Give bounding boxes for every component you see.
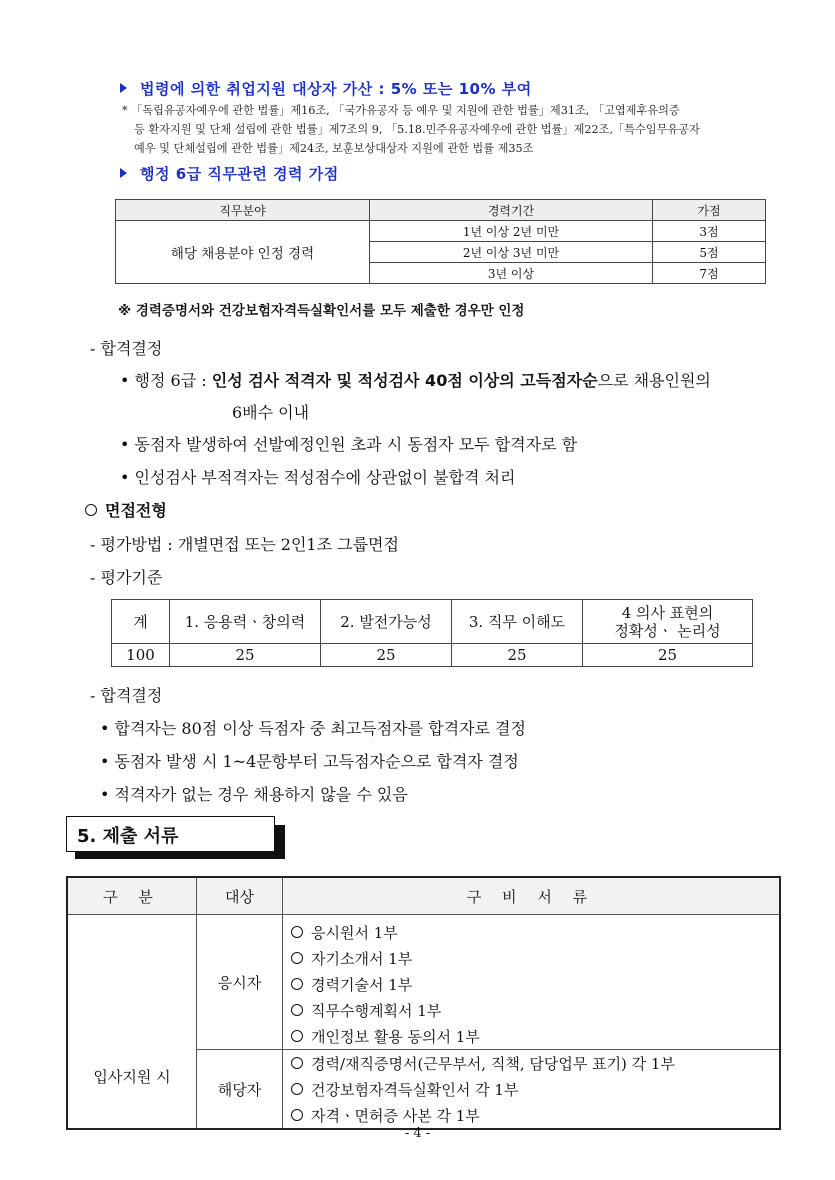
- career-note: ※ 경력증명서와 건강보험자격득실확인서를 모두 제출한 경우만 인정: [118, 303, 525, 319]
- circle-bullet-icon: [291, 1030, 303, 1042]
- career-header-field: 직무분야: [116, 200, 370, 221]
- docs-item-text: 개인정보 활용 동의서 1부: [311, 1027, 480, 1046]
- pass-bullet: • 인성검사 부적격자는 적성점수에 상관없이 불합격 처리: [120, 468, 516, 487]
- circle-bullet-icon: [291, 978, 303, 990]
- section-title: 5. 제출 서류: [77, 826, 179, 847]
- criteria-value: 25: [452, 644, 583, 667]
- heading-career-points: 행정 6급 직무관련 경력 가점: [140, 165, 339, 183]
- criteria-header: [583, 600, 753, 644]
- pass-bullet: • 동점자 발생 시 1~4문항부터 고득점자순으로 합격자 결정: [100, 752, 519, 771]
- docs-item: [283, 1102, 781, 1129]
- criteria-table: [111, 599, 753, 667]
- criteria-header: 2. 발전가능성: [321, 600, 452, 644]
- criteria-header-line: 정확성ㆍ 논리성: [614, 621, 721, 640]
- career-points: 7점: [653, 263, 766, 284]
- circle-bullet-icon: [291, 1057, 303, 1069]
- career-header-period: 경력기간: [370, 200, 653, 221]
- criteria-value: 25: [321, 644, 452, 667]
- note-line: 등 환자지원 및 단체 설립에 관한 법률」제7조의 9, 「5.18.민주유공자예우에 관한 법률」제22조,「특수임무유공자: [134, 123, 700, 136]
- docs-item-text: 자기소개서 1부: [311, 949, 413, 968]
- circle-bullet-icon: [291, 926, 303, 938]
- criteria-value: 25: [583, 644, 753, 667]
- criteria-header: 3. 직무 이해도: [452, 600, 583, 644]
- docs-target: 응시자: [197, 915, 283, 1050]
- note-line: * 「독립유공자예우에 관한 법률」제16조, 「국가유공자 등 예우 및 지원에 관한 법률」제31조, 「고엽제후유의증: [122, 104, 680, 117]
- career-period: 3년 이상: [370, 263, 653, 284]
- pass-bullet-bold: 인성 검사 적격자 및 적성검사 40점 이상의 고득점자순: [211, 371, 598, 390]
- docs-target: 해당자: [197, 1050, 283, 1130]
- docs-header: 대상: [197, 877, 283, 915]
- circle-bullet-icon: [291, 1109, 303, 1121]
- docs-header: 구 분: [67, 877, 197, 915]
- docs-category: 입사지원 시: [67, 915, 197, 1130]
- career-table: [115, 199, 766, 284]
- docs-item: [283, 971, 781, 997]
- career-points: 3점: [653, 221, 766, 242]
- docs-item-text: 직무수행계획서 1부: [311, 1001, 442, 1020]
- docs-item-text: 건강보험자격득실확인서 각 1부: [311, 1080, 519, 1099]
- criteria-header: 계: [112, 600, 170, 644]
- pass-bullet-line2: 6배수 이내: [232, 403, 310, 422]
- circle-bullet-icon: [291, 1004, 303, 1016]
- docs-item-text: 응시원서 1부: [311, 923, 398, 942]
- circle-bullet-icon: [85, 504, 97, 516]
- pass-bullet: [120, 368, 711, 391]
- note-line: 예우 및 단체설립에 관한 법률」제24조, 보훈보상대상자 지원에 관한 법률 제35조: [134, 142, 534, 155]
- arrow-icon: [120, 168, 127, 178]
- arrow-icon: [120, 83, 127, 93]
- docs-item-text: 경력기술서 1부: [311, 975, 413, 994]
- docs-item: [283, 1023, 781, 1050]
- career-period: 2년 이상 3년 미만: [370, 242, 653, 263]
- docs-item: [283, 1076, 781, 1102]
- career-field: 해당 채용분야 인정 경력: [116, 221, 370, 284]
- documents-table: [66, 876, 781, 1130]
- docs-item: [283, 1050, 781, 1077]
- career-period: 1년 이상 2년 미만: [370, 221, 653, 242]
- page-number: - 4 -: [404, 1126, 431, 1141]
- pass-decision-title: - 합격결정: [90, 339, 163, 358]
- docs-item: [283, 997, 781, 1023]
- docs-item: [283, 945, 781, 971]
- pass-bullet: • 합격자는 80점 이상 득점자 중 최고득점자를 합격자로 결정: [100, 719, 526, 738]
- career-header-points: 가점: [653, 200, 766, 221]
- pass-bullet-suffix: 으로 채용인원의: [597, 371, 711, 390]
- pass-bullet-prefix: • 행정 6급 :: [120, 371, 212, 390]
- pass-bullet: • 적격자가 없는 경우 채용하지 않을 수 있음: [100, 785, 408, 804]
- docs-item: [283, 915, 781, 946]
- career-points: 5점: [653, 242, 766, 263]
- criteria-header: 1. 응용력ㆍ창의력: [170, 600, 321, 644]
- interview-heading: [85, 498, 167, 521]
- docs-item-text: 경력/재직증명서(근무부서, 직책, 담당업무 표기) 각 1부: [311, 1054, 675, 1073]
- interview-method: - 평가방법 : 개별면접 또는 2인1조 그룹면접: [90, 535, 399, 554]
- pass-bullet: • 동점자 발생하여 선발예정인원 초과 시 동점자 모두 합격자로 함: [120, 435, 578, 454]
- circle-bullet-icon: [291, 1083, 303, 1095]
- criteria-value: 25: [170, 644, 321, 667]
- circle-bullet-icon: [291, 952, 303, 964]
- pass-decision-title: - 합격결정: [90, 686, 163, 705]
- section-title-box: [66, 816, 275, 852]
- docs-item-text: 자격ㆍ면허증 사본 각 1부: [311, 1106, 480, 1125]
- criteria-value: 100: [112, 644, 170, 667]
- interview-criteria: - 평가기준: [90, 568, 163, 587]
- docs-header: 구 비 서 류: [283, 877, 781, 915]
- interview-title: 면접전형: [105, 501, 167, 520]
- heading-employment-support: 법령에 의한 취업지원 대상자 가산 : 5% 또는 10% 부여: [140, 80, 532, 98]
- criteria-header-line: 4 의사 표현의: [621, 603, 714, 622]
- law-note: [122, 101, 782, 158]
